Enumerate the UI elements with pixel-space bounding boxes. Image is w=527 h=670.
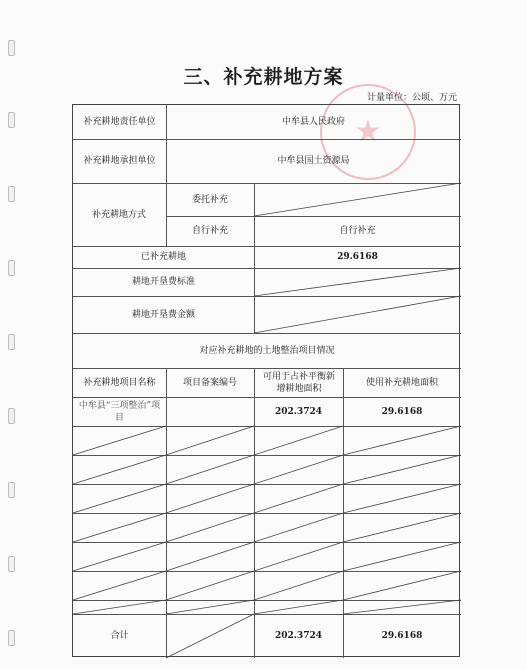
farmland-plan-table: [72, 104, 460, 657]
column-header-used-area: 使用补充耕地面积: [365, 377, 438, 388]
supplemented-label: 已补充耕地: [140, 252, 186, 262]
empty-cell-strike: [73, 600, 166, 614]
empty-cell-strike: [166, 600, 254, 614]
method-entrusted-label: 委托补充: [191, 194, 228, 205]
empty-cell-strike: [254, 455, 343, 484]
binding-hole-mark: [8, 40, 15, 56]
seal-star-icon: ★: [354, 114, 382, 149]
binding-hole-mark: [8, 334, 15, 350]
empty-cell-strike: [343, 484, 461, 513]
supplemented-value: 29.6168: [337, 252, 378, 262]
empty-cell-strike: [343, 513, 461, 542]
fee-standard-label: 耕地开垦费标准: [131, 277, 195, 287]
undertaking-unit-label: 补充耕地承担单位: [83, 156, 156, 166]
responsible-unit-value: 中牟县人民政府: [281, 117, 345, 127]
empty-cell-strike: [254, 571, 343, 600]
column-header-available-area: 可用于占补平衡新增耕地面积: [262, 371, 335, 394]
empty-cell-strike: [254, 513, 343, 542]
undertaking-unit-value: 中牟县国土资源局: [277, 156, 350, 166]
binding-hole-mark: [8, 556, 15, 572]
empty-cell-strike: [166, 455, 254, 484]
empty-cell-strike: [343, 600, 461, 614]
empty-cell-strike: [166, 542, 254, 571]
binding-hole-mark: [8, 186, 15, 202]
empty-cell-strike: [166, 484, 254, 513]
empty-cell-strike: [73, 571, 166, 600]
used-area-cell: 29.6168: [381, 406, 423, 417]
empty-cell-strike: [343, 426, 461, 455]
empty-cell-strike: [254, 484, 343, 513]
empty-cell-strike: [254, 542, 343, 571]
empty-cell-strike: [166, 513, 254, 542]
binding-hole-mark: [8, 112, 15, 128]
empty-cell-strike: [73, 513, 166, 542]
method-self-label: 自行补充: [191, 226, 228, 236]
unit-note: 计量单位：公顷、万元: [366, 93, 457, 103]
column-header-project-name: 补充耕地项目名称: [83, 377, 156, 388]
empty-cell-strike: [254, 426, 343, 455]
total-available-area: 202.3724: [275, 631, 322, 641]
empty-cell-strike: [73, 484, 166, 513]
empty-cell-strike: [343, 542, 461, 571]
binding-hole-mark: [8, 482, 15, 498]
fee-amount-label: 耕地开垦费金额: [131, 309, 195, 320]
available-area-cell: 202.3724: [275, 406, 322, 417]
project-code-cell: [166, 397, 254, 426]
method-label: 补充耕地方式: [91, 209, 146, 220]
empty-cell-strike: [166, 571, 254, 600]
empty-cell-strike: [343, 455, 461, 484]
binding-hole-mark: [8, 408, 15, 424]
method-self-value: 自行补充: [339, 226, 376, 236]
binding-hole-mark: [8, 630, 15, 646]
empty-cell-strike: [73, 542, 166, 571]
binding-hole-mark: [8, 260, 15, 276]
empty-cell-strike: [254, 268, 461, 296]
empty-cell-strike: [166, 614, 254, 658]
project-name-cell: 中牟县“三项整治”项目: [78, 400, 161, 423]
empty-cell-strike: [166, 426, 254, 455]
empty-cell-strike: [254, 183, 461, 216]
empty-cell-strike: [73, 426, 166, 455]
total-label: 合计: [110, 631, 129, 641]
column-header-project-code: 项目备案编号: [182, 377, 237, 388]
responsible-unit-label: 补充耕地责任单位: [83, 117, 156, 127]
project-section-heading: 对应补充耕地的土地整治项目情况: [199, 345, 335, 356]
empty-cell-strike: [343, 571, 461, 600]
empty-cell-strike: [73, 455, 166, 484]
empty-cell-strike: [254, 600, 343, 614]
empty-cell-strike: [254, 296, 461, 333]
total-used-area: 29.6168: [381, 631, 423, 641]
page-title: 三、补充耕地方案: [183, 66, 344, 88]
